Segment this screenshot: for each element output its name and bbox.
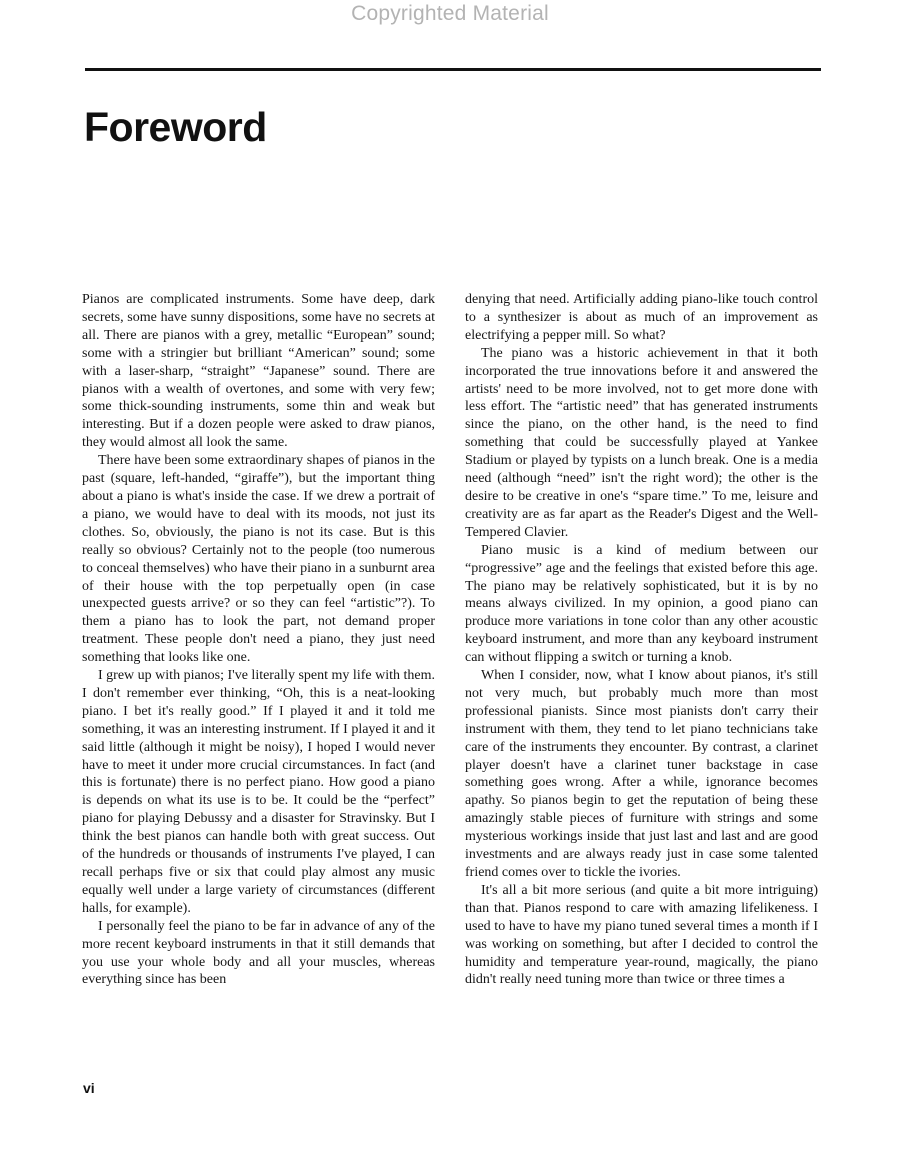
paragraph: There have been some extraordinary shapes of pianos in the past (square, left-handed, “giraffe”), but the important thing about a piano is what's inside the case. If we drew a portrait of a piano, we would have to deal with its moods, not just its clothes. So, obviously, the piano is not its case. But is this really so obvious? Certainly not to the people (too numerous to conceal themselves) who have their piano in a sunburnt area of their house with the top perpetually open (in case unexpected guests arrive? or so they can feel “artistic”?). To them a piano has to look the part, not demand proper treatment. These people don't need a piano, they just need something that looks like one.: [82, 453, 435, 666]
left-text-column: [82, 291, 435, 989]
right-text-column: [465, 291, 818, 989]
header-rule: [85, 68, 821, 71]
paragraph: Piano music is a kind of medium between our “progressive” age and the feelings that existed before this age. The piano may be relatively sophisticated, but it is by no means always civilized. In my opinion, a good piano can produce more variations in tone color than any other acoustic keyboard instrument, and more than any keyboard instrument can without flipping a switch or turning a knob.: [465, 542, 818, 666]
paragraph: I grew up with pianos; I've literally spent my life with them. I don't remember ever thinking, “Oh, this is a neat-looking piano. I bet it's really good.” If I played it and it told me something, it was an interesting instrument. If I played it and it said little (although it might be noisy), I hoped I would never have to meet it under more crucial circumstances. In fact (and this is fortunate) there is no perfect piano. How good a piano is depends on what its use is to be. It could be the “perfect” piano for playing Debussy and a disaster for Stravinsky. But I think the best pianos can handle both with great success. Out of the hundreds or thousands of instruments I've played, I can recall perhaps five or six that could play almost any music equally well under a large variety of circumstances (different halls, for example).: [82, 668, 435, 916]
paragraph: The piano was a historic achievement in that it both incorporated the true innovations before it and answered the artists' need to be more involved, not to get more done with less effort. The “artistic need” that has generated instruments since the piano, on the other hand, is the need to find something that could be successfully played at Yankee Stadium or played by typists on a lunch break. One is a media need (although “need” isn't the right word); the other is the desire to be creative in one's “spare time.” To me, leisure and creativity are as far apart as the Reader's Digest and the Well-Tempered Clavier.: [465, 345, 818, 540]
paragraph: It's all a bit more serious (and quite a bit more intriguing) than that. Pianos respond to care with amazing lifelikeness. I used to have to have my piano tuned several times a month if I was working on something, but after I decided to control the humidity and temperature year-round, magically, the piano didn't really need tuning more than twice or three times a: [465, 882, 818, 988]
paragraph: When I consider, now, what I know about pianos, it's still not very much, but probably much more than most professional pianists. Since most pianists don't carry their instrument with them, they tend to let piano technicians take care of the instruments they encounter. By contrast, a clarinet player doesn't have a clarinet tuner backstage in case something goes wrong. After a while, ignorance becomes apathy. So pianos begin to get the reputation of being these amazingly stable pieces of furniture with strings and some mysterious workings inside that just last and last and are good investments and are always ready just in case some talented friend comes over to tickle the ivories.: [465, 668, 818, 880]
page-number: vi: [83, 1080, 95, 1096]
paragraph: Pianos are complicated instruments. Some have deep, dark secrets, some have sunny dispositions, some have no secrets at all. There are pianos with a grey, metallic “European” sound; some with a stringier but brilliant “American” sound; some with a laser-sharp, “straight” “Japanese” sound. There are pianos with a wealth of overtones, and some with very few; some thick-sounding instruments, some thin and weak but interesting. But if a dozen people were asked to draw pianos, they would almost all look the same.: [82, 292, 435, 451]
page-title: Foreword: [84, 104, 267, 150]
paragraph: denying that need. Artificially adding piano-like touch control to a synthesizer is about as much of an improvement as electrifying a pepper mill. So what?: [465, 292, 818, 343]
paragraph: I personally feel the piano to be far in advance of any of the more recent keyboard instruments in that it still demands that you use your whole body and all your muscles, whereas everything since has been: [82, 918, 435, 988]
copyright-watermark: Copyrighted Material: [351, 2, 549, 25]
